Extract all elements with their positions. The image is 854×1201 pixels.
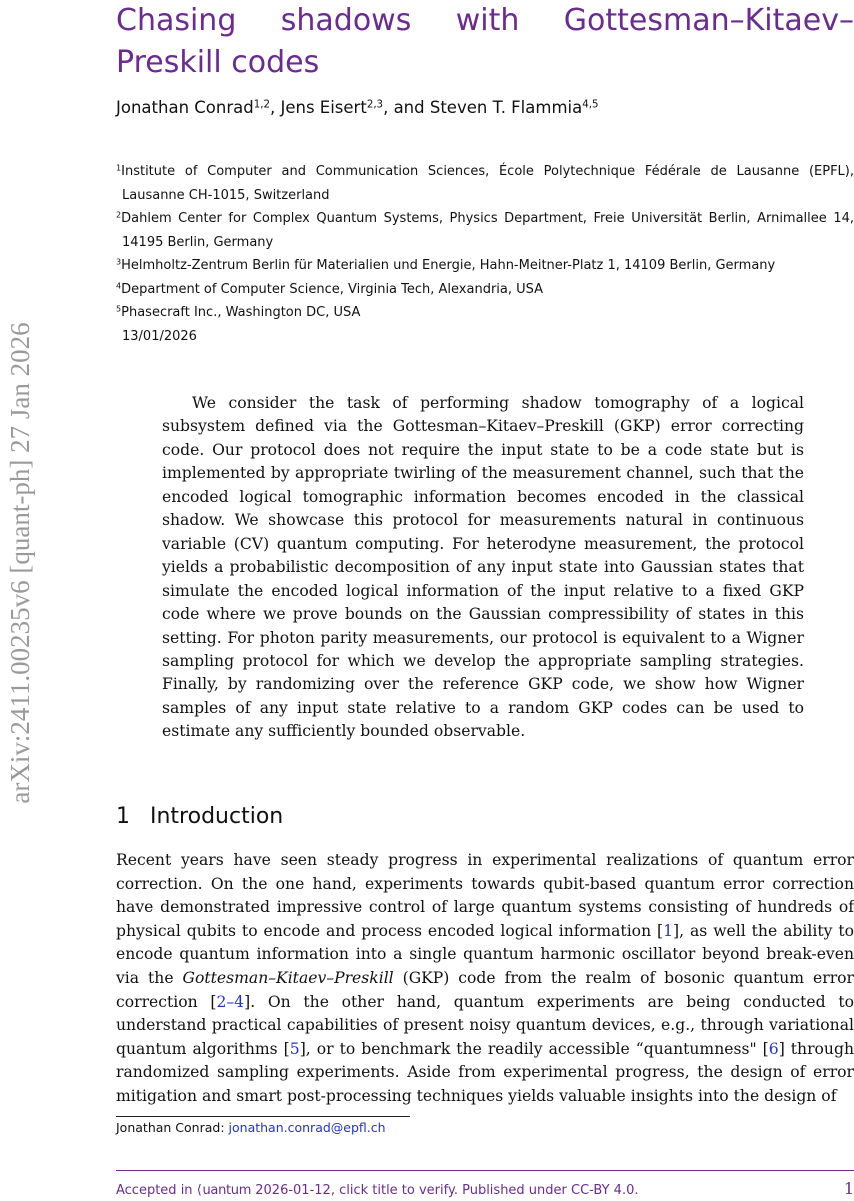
body-text: ], or to benchmark the readily accessible “quantumness" [: [299, 1039, 769, 1058]
body-text: ], as well the ability to encode quantum information into a single quantum harmonic oscillator beyond break-even via the: [116, 921, 854, 987]
citation-link[interactable]: 5: [289, 1039, 300, 1058]
quantum-logo-text: uantum: [202, 1183, 252, 1198]
footnote-divider: [116, 1116, 410, 1117]
body-text: (GKP) code from the realm of bosonic quantum error correction [: [116, 968, 854, 1011]
author-separator: , and: [383, 98, 430, 117]
footer-divider: [116, 1170, 854, 1171]
arxiv-identifier: arXiv:2411.00235v6 [quant-ph] 27 Jan 2026: [5, 322, 35, 804]
author-name: Steven T. Flammia: [429, 98, 583, 117]
affiliation-list: [116, 160, 854, 348]
section-title: Introduction: [150, 804, 284, 829]
affiliation-number: 1: [116, 163, 122, 173]
section-number: 1: [116, 804, 130, 829]
affiliation-item: [116, 278, 854, 302]
citation-link[interactable]: 2–4: [216, 992, 245, 1011]
page-footer: [116, 1181, 854, 1201]
quantum-logo-icon: ⟨: [196, 1183, 202, 1198]
citation-link[interactable]: 6: [768, 1039, 779, 1058]
affiliation-number: 3: [116, 257, 122, 267]
footer-accepted-label: Accepted in: [116, 1183, 193, 1198]
arxiv-side-stamp: [0, 238, 42, 888]
emphasis-text: Gottesman–Kitaev–Preskill: [182, 968, 394, 987]
footer-publication-info: 2026-01-12, click title to verify. Published under CC-BY 4.0.: [255, 1183, 639, 1198]
paper-title[interactable]: Chasing shadows with Gottesman–Kitaev–Preskill codes: [116, 3, 854, 80]
introduction-paragraph: [116, 849, 854, 1109]
author-name: Jens Eisert: [280, 98, 367, 117]
affiliation-text: Dahlem Center for Complex Quantum Systems, Physics Department, Freie Universität Berlin, Arnimallee 14, 14195 Berlin, Germany: [121, 211, 854, 250]
affiliation-text: Department of Computer Science, Virginia Tech, Alexandria, USA: [121, 281, 544, 297]
author-affiliation-marker: 4,5: [582, 99, 599, 111]
section-heading: [116, 802, 283, 832]
footnote-author: Jonathan Conrad:: [116, 1120, 225, 1135]
body-text: ]. On the other hand, quantum experiments are being conducted to understand practical capabilities of present noisy quantum devices, e.g., through variational quantum algorithms [: [116, 992, 854, 1058]
affiliation-item: [116, 207, 854, 254]
affiliation-number: 2: [116, 210, 122, 220]
corresponding-author-footnote: [116, 1119, 386, 1136]
affiliation-item: [116, 301, 854, 325]
quantum-journal-logo: [197, 1183, 251, 1198]
affiliation-item: [116, 254, 854, 278]
affiliation-number: 5: [116, 304, 122, 314]
citation-link[interactable]: 1: [663, 921, 674, 940]
page-number: 1: [843, 1179, 854, 1198]
abstract: We consider the task of performing shadow tomography of a logical subsystem defined via the Gottesman–Kitaev–Preskill (GKP) error correcting code. Our protocol does not require the input state to be a code state but is implemented by appropriate twirling of the measurement channel, such that the encoded logical tomographic information becomes encoded in the classical shadow. We showcase this protocol for measurements natural in continuous variable (CV) quantum computing. For heterodyne measurement, the protocol yields a probabilistic decomposition of any input state into Gaussian states that simulate the encoded logical information of the input relative to a fixed GKP code where we prove bounds on the Gaussian compressibility of states in this setting. For photon parity measurements, our protocol is equivalent to a Wigner sampling protocol for which we develop the appropriate sampling strategies. Finally, by randomizing over the reference GKP code, we show how Wigner samples of any input state relative to a random GKP codes can be used to estimate any sufficiently bounded observable.: [162, 394, 804, 741]
author-name: Jonathan Conrad: [116, 98, 254, 117]
affiliation-text: Institute of Computer and Communication Sciences, École Polytechnique Fédérale de Lausanne (EPFL), Lausanne CH-1015, Switzerland: [121, 164, 854, 203]
author-affiliation-marker: 1,2: [253, 99, 270, 111]
body-text: ] through randomized sampling experiments. Aside from experimental progress, the design of error mitigation and smart post-processing techniques yields valuable insights into the design of: [116, 1039, 854, 1105]
affiliation-number: 4: [116, 281, 122, 291]
affiliation-item: [116, 160, 854, 207]
author-list: [116, 95, 854, 121]
author-email-link[interactable]: jonathan.conrad@epfl.ch: [228, 1120, 386, 1135]
author-separator: ,: [269, 98, 281, 117]
publication-date: 13/01/2026: [122, 328, 197, 344]
author-affiliation-marker: 2,3: [366, 99, 384, 111]
footer-acceptance-note[interactable]: [116, 1181, 639, 1201]
affiliation-text: Helmholtz-Zentrum Berlin für Materialien und Energie, Hahn-Meitner-Platz 1, 14109 Berlin, Germany: [121, 258, 776, 273]
body-text: Recent years have seen steady progress in experimental realizations of quantum error correction. On the one hand, experiments towards qubit-based quantum error correction have demonstrated impressive control of large quantum systems consisting of hundreds of physical qubits to encode and process encoded logical information [: [116, 851, 854, 940]
affiliation-text: Phasecraft Inc., Washington DC, USA: [121, 305, 361, 320]
